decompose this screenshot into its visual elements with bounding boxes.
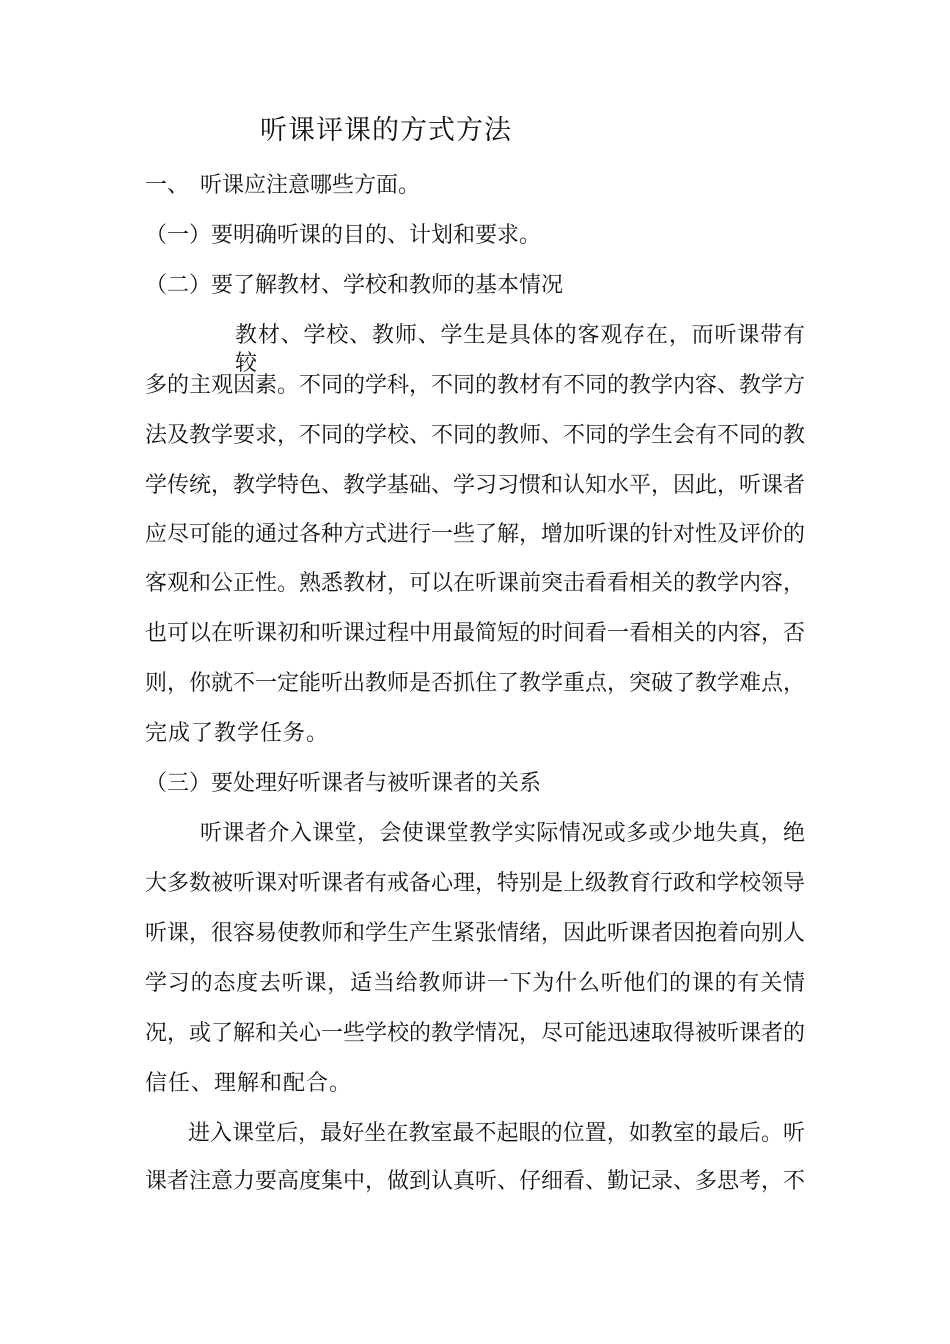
paragraph-line: 况，或了解和关心一些学校的教学情况，尽可能迅速取得被听课者的 bbox=[145, 1021, 806, 1046]
subheading-1: （一）要明确听课的目的、计划和要求。 bbox=[145, 223, 542, 248]
section-number: 一、 bbox=[145, 173, 190, 198]
subheading-3: （三）要处理好听课者与被听课者的关系 bbox=[145, 771, 542, 796]
paragraph-line: 应尽可能的通过各种方式进行一些了解，增加听课的针对性及评价的 bbox=[145, 522, 806, 547]
paragraph-line: 教材、学校、教师、学生是具体的客观存在，而听课带有较 bbox=[235, 323, 805, 376]
subheading-2: （二）要了解教材、学校和教师的基本情况 bbox=[145, 273, 564, 298]
paragraph-line: 也可以在听课初和听课过程中用最简短的时间看一看相关的内容，否 bbox=[145, 621, 806, 646]
paragraph-line: 法及教学要求，不同的学校、不同的教师、不同的学生会有不同的教 bbox=[145, 423, 806, 448]
paragraph-line: 进入课堂后，最好坐在教室最不起眼的位置，如教室的最后。听 bbox=[188, 1121, 805, 1146]
paragraph-line: 课者注意力要高度集中，做到认真听、仔细看、勤记录、多思考，不 bbox=[145, 1169, 806, 1194]
paragraph-line: 信任、理解和配合。 bbox=[145, 1071, 353, 1096]
section-heading-1 bbox=[145, 172, 805, 200]
paragraph-line: 学传统，教学特色、教学基础、学习习惯和认知水平，因此，听课者 bbox=[145, 473, 806, 498]
paragraph-line: 听课，很容易使教师和学生产生紧张情绪，因此听课者因抱着向别人 bbox=[145, 921, 806, 946]
paragraph-line: 学习的态度去听课，适当给教师讲一下为什么听他们的课的有关情 bbox=[145, 971, 805, 996]
section-heading-text: 听课应注意哪些方面。 bbox=[200, 173, 421, 198]
paragraph-line: 则，你就不一定能听出教师是否抓住了教学重点，突破了教学难点， bbox=[145, 671, 806, 696]
document-title: 听课评课的方式方法 bbox=[260, 115, 512, 146]
paragraph-line: 大多数被听课对听课者有戒备心理，特别是上级教育行政和学校领导 bbox=[145, 871, 806, 896]
paragraph-line: 完成了教学任务。 bbox=[145, 721, 330, 746]
paragraph-line: 听课者介入课堂，会使课堂教学实际情况或多或少地失真，绝 bbox=[200, 821, 805, 846]
paragraph-line: 客观和公正性。熟悉教材，可以在听课前突击看看相关的教学内容， bbox=[145, 571, 806, 596]
paragraph-line: 多的主观因素。不同的学科，不同的教材有不同的教学内容、教学方 bbox=[145, 373, 806, 398]
